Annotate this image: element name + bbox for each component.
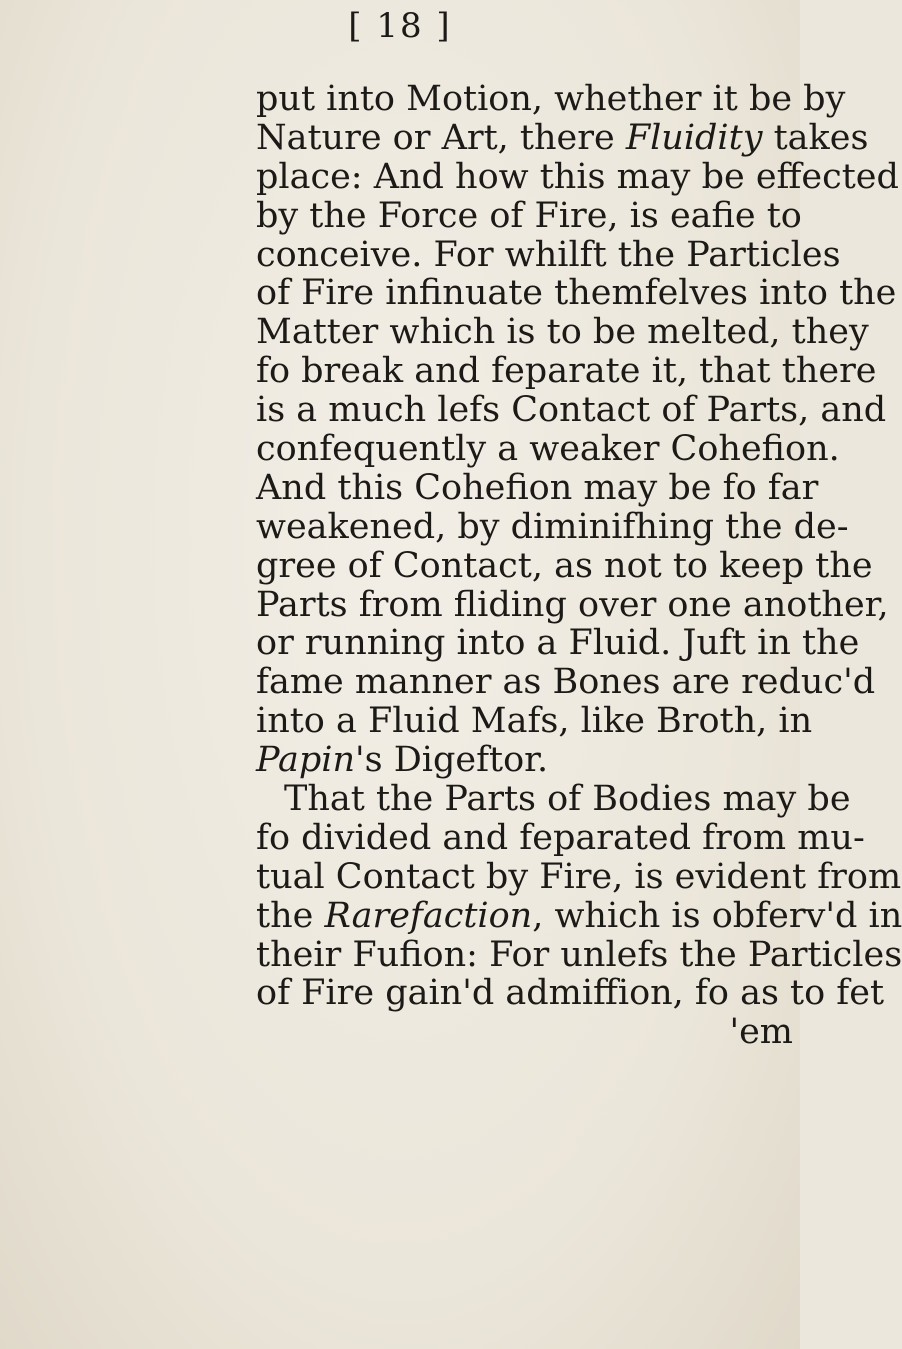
text-segment: of Fire infinuate themfelves into the [256,273,897,314]
text-line [256,429,840,470]
text-segment: Nature or Art, there [256,117,626,158]
text-line [256,156,899,197]
text-line [256,934,902,975]
text-segment: fo break and feparate it, that there [256,351,877,392]
text-segment: 's Digeftor. [354,740,549,781]
text-segment: That the Parts of Bodies may be [284,779,851,820]
text-segment: their Fufion: For unlefs the Particles [256,934,902,975]
text-segment: And this Cohefion may be fo far [256,467,819,508]
text-segment: is a much lefs Contact of Parts, and [256,390,887,431]
text-line [256,117,869,158]
text-line [256,273,897,314]
text-segment: of Fire gain'd admiffion, fo as to fet [256,973,885,1014]
text-segment: takes [762,117,869,158]
text-line [256,895,902,936]
text-line [256,701,813,742]
text-line [256,197,801,236]
text-line [256,662,876,703]
page-number: [ 18 ] [348,6,452,46]
italic-text: Rarefaction [324,895,533,936]
text-line [256,545,873,586]
text-segment: the [256,895,325,936]
text-segment: by the Force of Fire, is eafie to [256,195,802,236]
text-line [256,973,885,1014]
text-segment: , which is obferv'd in [532,895,902,936]
text-line [256,79,846,119]
text-line [256,351,877,392]
text-line [256,467,819,508]
text-line [256,741,801,780]
text-segment: or running into a Fluid. Juft in the [256,623,860,664]
text-line [256,817,865,858]
catchword: 'em [729,1012,793,1053]
italic-text: Papin [256,740,355,781]
text-segment: gree of Contact, as not to keep the [256,545,873,586]
text-line [256,779,851,820]
text-line [256,312,869,353]
text-segment: place: And how this may be effected [256,156,899,197]
text-segment: fo divided and feparated from mu- [256,817,865,858]
body-text [256,79,902,1053]
text-segment: conceive. For whilft the Particles [256,234,841,275]
text-line [256,856,902,897]
text-line [256,234,841,275]
text-line [256,584,889,625]
text-segment: tual Contact by Fire, is evident from [256,856,902,897]
text-line [256,390,887,431]
text-segment: fame manner as Bones are reduc'd [256,662,876,703]
text-segment: weakened, by diminifhing the de- [256,506,849,547]
text-line [256,506,849,547]
text-segment: Matter which is to be melted, they [256,312,869,353]
text-segment: Parts from fliding over one another, [256,584,889,625]
text-line [256,623,860,664]
italic-text: Fluidity [625,117,763,158]
text-segment: confequently a weaker Cohefion. [256,429,840,470]
text-segment: put into Motion, whether it be by [256,79,846,119]
text-segment: into a Fluid Mafs, like Broth, in [256,701,813,742]
